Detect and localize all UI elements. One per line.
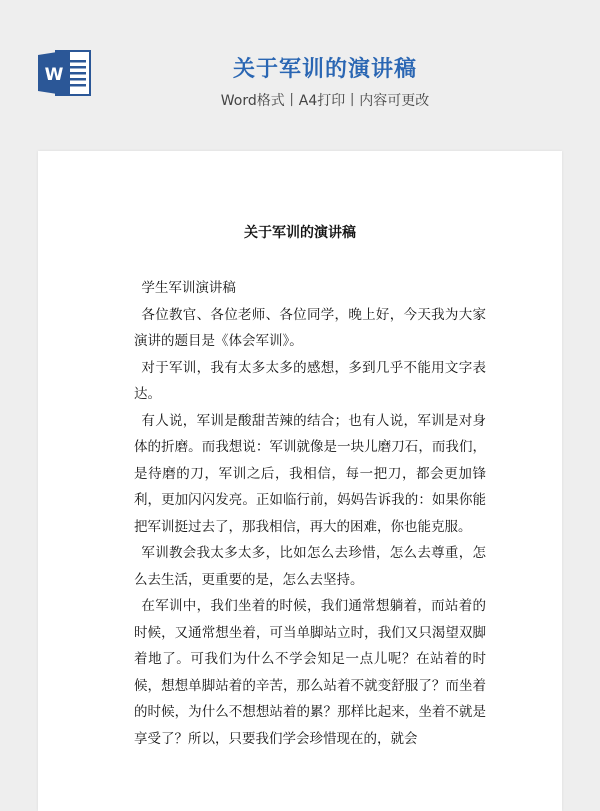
document-paragraph: 对于军训，我有太多太多的感想，多到几乎不能用文字表达。 <box>134 359 486 402</box>
document-paragraph: 各位教官、各位老师、各位同学，晚上好，今天我为大家演讲的题目是《体会军训》。 <box>134 306 486 349</box>
document-paragraph: 在军训中，我们坐着的时候，我们通常想躺着，而站着的时候，又通常想坐着，可当单脚站立时，我们又只渴望双脚着地了。可我们为什么不学会知足一点儿呢？在站着的时候，想想单脚站着的辛苦，那么站着不就变舒服了？而坐着的时候，为什么不想想站着的累？那样比起来，坐着不就是享受了？所以，只要我们学会珍惜现在的，就会 <box>134 598 486 747</box>
document-paragraph: 学生军训演讲稿 <box>141 280 236 296</box>
page-title: 关于军训的演讲稿 <box>232 57 417 82</box>
document-title: 关于军训的演讲稿 <box>244 225 356 241</box>
document-page <box>38 151 562 811</box>
header <box>0 0 600 150</box>
document-paragraph: 有人说，军训是酸甜苦辣的结合；也有人说，军训是对身体的折磨。而我想说：军训就像是一块儿磨刀石，而我们，是待磨的刀，军训之后，我相信，每一把刀，都会更加锋利，更加闪闪发亮。正如临行前，妈妈告诉我的：如果你能把军训挺过去了，那我相信，再大的困难，你也能克服。 <box>134 412 486 535</box>
word-icon-letter: W <box>44 65 64 85</box>
document-paragraph: 军训教会我太多太多，比如怎么去珍惜，怎么去尊重，怎么去生活，更重要的是，怎么去坚持。 <box>134 545 486 588</box>
page-subtitle: Word格式丨A4打印丨内容可更改 <box>220 93 430 109</box>
document-body <box>134 275 486 752</box>
